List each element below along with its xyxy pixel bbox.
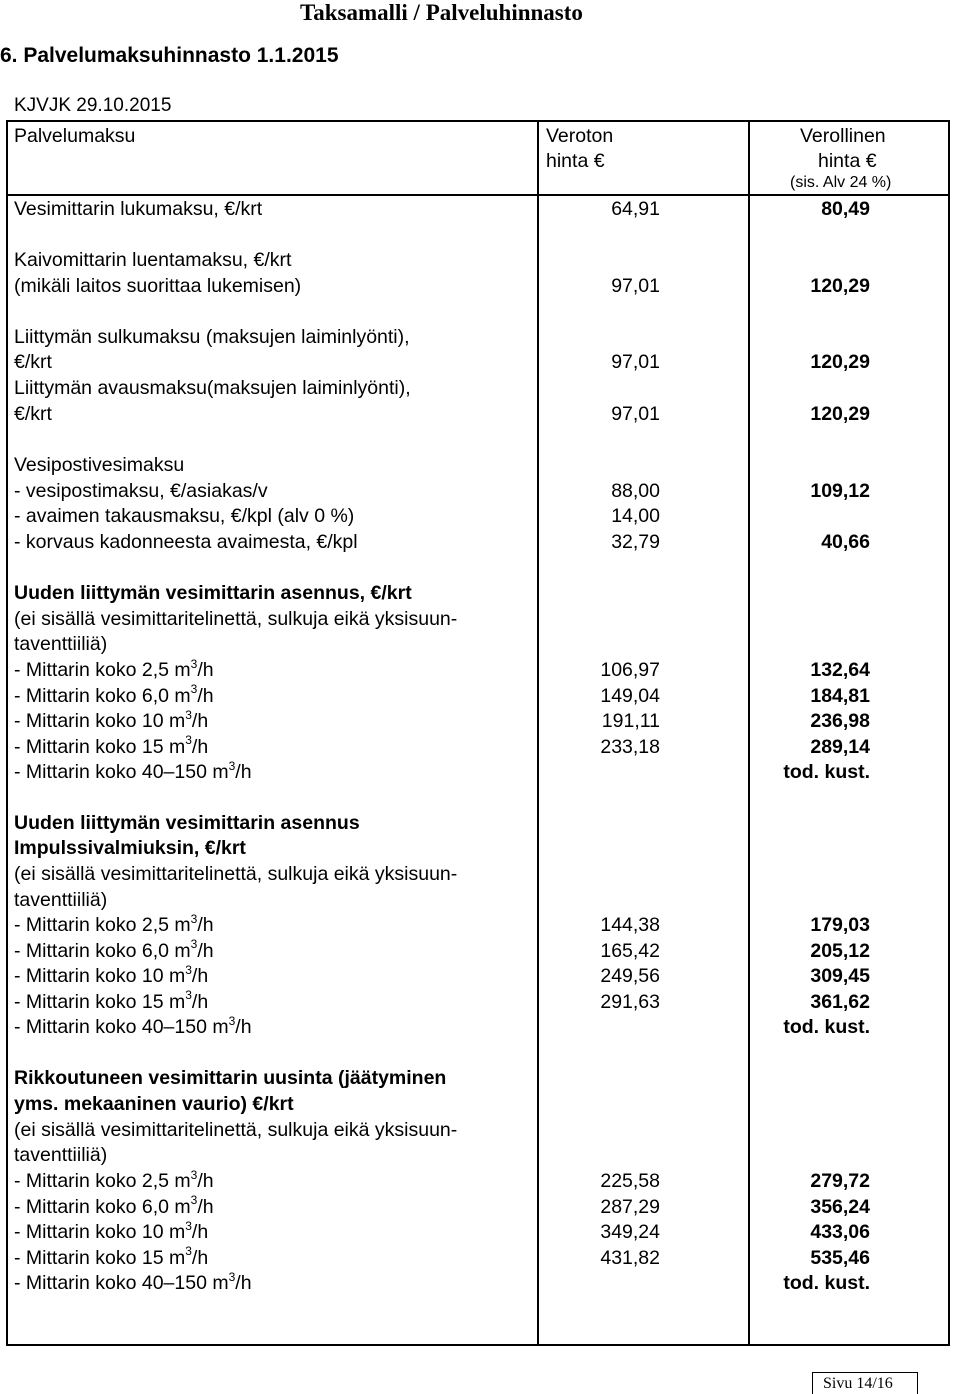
water-post-title: Vesipostivesimaksu bbox=[14, 454, 185, 476]
meter-size-row-net: 349,24 bbox=[600, 1221, 660, 1243]
row-label-opening: Liittymän avausmaksu(maksujen laiminlyönti), bbox=[14, 377, 411, 399]
meter-size-row-net: 291,63 bbox=[600, 990, 660, 1013]
meter-size-row-gross: 179,03 bbox=[810, 914, 870, 936]
row-gross-closing: 120,29 bbox=[810, 351, 870, 373]
row-gross-opening: 120,29 bbox=[810, 403, 870, 425]
price-table-frame bbox=[6, 120, 950, 1346]
meter-size-row-gross: 535,46 bbox=[810, 1246, 870, 1269]
row-label-opening-unit: €/krt bbox=[14, 403, 52, 425]
meter-size-row-label: - Mittarin koko 40–150 $m^3/h$ bbox=[14, 1013, 252, 1038]
meter-size-row-net: 165,42 bbox=[600, 939, 660, 962]
section-b-note-cont: taventtiiliä) bbox=[14, 889, 108, 911]
column-divider-gross bbox=[748, 120, 750, 1346]
meter-size-row-label: - Mittarin koko 2,5 $m^3/h$ bbox=[14, 1167, 214, 1192]
row-label-closing-unit: €/krt bbox=[14, 351, 52, 373]
meter-size-row-net: 287,29 bbox=[600, 1195, 660, 1218]
meter-size-row-gross: 433,06 bbox=[810, 1221, 870, 1243]
row-gross-meter-read: 80,49 bbox=[821, 198, 870, 220]
meter-size-row-label: - Mittarin koko 15 $m^3/h$ bbox=[14, 1244, 209, 1269]
meter-size-row-net: 431,82 bbox=[600, 1246, 660, 1269]
meter-size-row-label: - Mittarin koko 6,0 $m^3/h$ bbox=[14, 1193, 214, 1218]
water-post-row-gross: 40,66 bbox=[821, 531, 870, 553]
meter-size-row-label: - Mittarin koko 40–150 $m^3/h$ bbox=[14, 1269, 252, 1294]
meter-size-row-gross: tod. kust. bbox=[783, 1272, 870, 1294]
column-header-net-unit: hinta € bbox=[546, 150, 605, 172]
meter-size-row-gross: 356,24 bbox=[810, 1195, 870, 1218]
meter-size-row-gross: 361,62 bbox=[810, 990, 870, 1013]
meter-size-row-gross: 205,12 bbox=[810, 939, 870, 962]
meter-size-row-net: 149,04 bbox=[600, 684, 660, 707]
section-c-note: (ei sisällä vesimittaritelinettä, sulkuja eikä yksisuun- bbox=[14, 1119, 458, 1141]
row-net-well-meter: 97,01 bbox=[611, 275, 660, 297]
column-header-gross: Verollinen bbox=[800, 125, 886, 147]
water-post-row-label: - avaimen takausmaksu, €/kpl (alv 0 %) bbox=[14, 505, 355, 527]
section-a-note: (ei sisällä vesimittaritelinettä, sulkuja eikä yksisuun- bbox=[14, 608, 458, 630]
column-divider-net bbox=[537, 120, 539, 1346]
water-post-row-net: 14,00 bbox=[611, 505, 660, 527]
document-title: Taksamalli / Palveluhinnasto bbox=[300, 0, 583, 25]
row-net-meter-read: 64,91 bbox=[611, 198, 660, 220]
section-b-note: (ei sisällä vesimittaritelinettä, sulkuja eikä yksisuun- bbox=[14, 863, 458, 885]
meter-size-row-label: - Mittarin koko 10 $m^3/h$ bbox=[14, 1218, 209, 1243]
section-c-title: Rikkoutuneen vesimittarin uusinta (jäätyminen bbox=[14, 1067, 447, 1089]
meter-size-row-net: 191,11 bbox=[601, 710, 660, 732]
section-title: 6. Palvelumaksuhinnasto 1.1.2015 bbox=[0, 44, 339, 67]
meter-size-row-gross: 236,98 bbox=[810, 710, 870, 732]
row-note-well-meter: (mikäli laitos suorittaa lukemisen) bbox=[14, 275, 302, 297]
meter-size-row-gross: 279,72 bbox=[810, 1170, 870, 1192]
meter-size-row-label: - Mittarin koko 2,5 $m^3/h$ bbox=[14, 656, 214, 681]
row-label-meter-read: Vesimittarin lukumaksu, €/krt bbox=[14, 198, 263, 220]
water-post-row-label: - korvaus kadonneesta avaimesta, €/kpl bbox=[14, 531, 358, 553]
section-b-title: Uuden liittymän vesimittarin asennus bbox=[14, 812, 360, 834]
meter-size-row-label: - Mittarin koko 6,0 $m^3/h$ bbox=[14, 937, 214, 962]
meter-size-row-label: - Mittarin koko 6,0 $m^3/h$ bbox=[14, 682, 214, 707]
meter-size-row-label: - Mittarin koko 2,5 $m^3/h$ bbox=[14, 911, 214, 936]
column-header-net: Veroton bbox=[546, 125, 614, 147]
water-post-row-gross: 109,12 bbox=[810, 480, 870, 502]
meter-size-row-gross: tod. kust. bbox=[783, 761, 870, 783]
meter-size-row-label: - Mittarin koko 40–150 $m^3/h$ bbox=[14, 758, 252, 783]
meter-size-row-gross: 132,64 bbox=[810, 659, 870, 681]
section-b-title-cont: Impulssivalmiuksin, €/krt bbox=[14, 837, 246, 859]
row-net-opening: 97,01 bbox=[611, 403, 660, 425]
header-divider bbox=[6, 194, 950, 196]
row-net-closing: 97,01 bbox=[611, 351, 660, 373]
section-a-note-cont: taventtiiliä) bbox=[14, 633, 108, 655]
water-post-row-net: 88,00 bbox=[611, 480, 660, 502]
section-c-title-cont: yms. mekaaninen vaurio) €/krt bbox=[14, 1093, 294, 1115]
column-header-service: Palvelumaksu bbox=[14, 125, 136, 147]
page-number: Sivu 14/16 bbox=[823, 1375, 893, 1392]
water-post-row-label: - vesipostimaksu, €/asiakas/v bbox=[14, 480, 268, 502]
meter-size-row-gross: 289,14 bbox=[810, 735, 870, 758]
meter-size-row-net: 233,18 bbox=[600, 735, 660, 758]
meter-size-row-gross: 309,45 bbox=[810, 965, 870, 987]
row-gross-well-meter: 120,29 bbox=[810, 275, 870, 297]
row-label-closing: Liittymän sulkumaksu (maksujen laiminlyönti), bbox=[14, 326, 410, 348]
approval-note: KJVJK 29.10.2015 bbox=[14, 95, 172, 116]
meter-size-row-label: - Mittarin koko 10 $m^3/h$ bbox=[14, 962, 209, 987]
meter-size-row-label: - Mittarin koko 15 $m^3/h$ bbox=[14, 988, 209, 1013]
meter-size-row-net: 225,58 bbox=[600, 1170, 660, 1192]
meter-size-row-label: - Mittarin koko 15 $m^3/h$ bbox=[14, 733, 209, 758]
column-header-vat-note: (sis. Alv 24 %) bbox=[790, 174, 892, 191]
meter-size-row-net: 106,97 bbox=[600, 659, 660, 681]
meter-size-row-net: 144,38 bbox=[600, 914, 660, 936]
meter-size-row-gross: 184,81 bbox=[810, 684, 870, 707]
section-c-note-cont: taventtiiliä) bbox=[14, 1144, 108, 1166]
column-header-gross-unit: hinta € bbox=[818, 150, 877, 172]
meter-size-row-net: 249,56 bbox=[600, 965, 660, 987]
water-post-row-net: 32,79 bbox=[611, 531, 660, 553]
meter-size-row-label: - Mittarin koko 10 $m^3/h$ bbox=[14, 707, 209, 732]
section-a-title: Uuden liittymän vesimittarin asennus, €/krt bbox=[14, 582, 412, 604]
meter-size-row-gross: tod. kust. bbox=[783, 1016, 870, 1038]
row-label-well-meter: Kaivomittarin luentamaksu, €/krt bbox=[14, 249, 292, 271]
